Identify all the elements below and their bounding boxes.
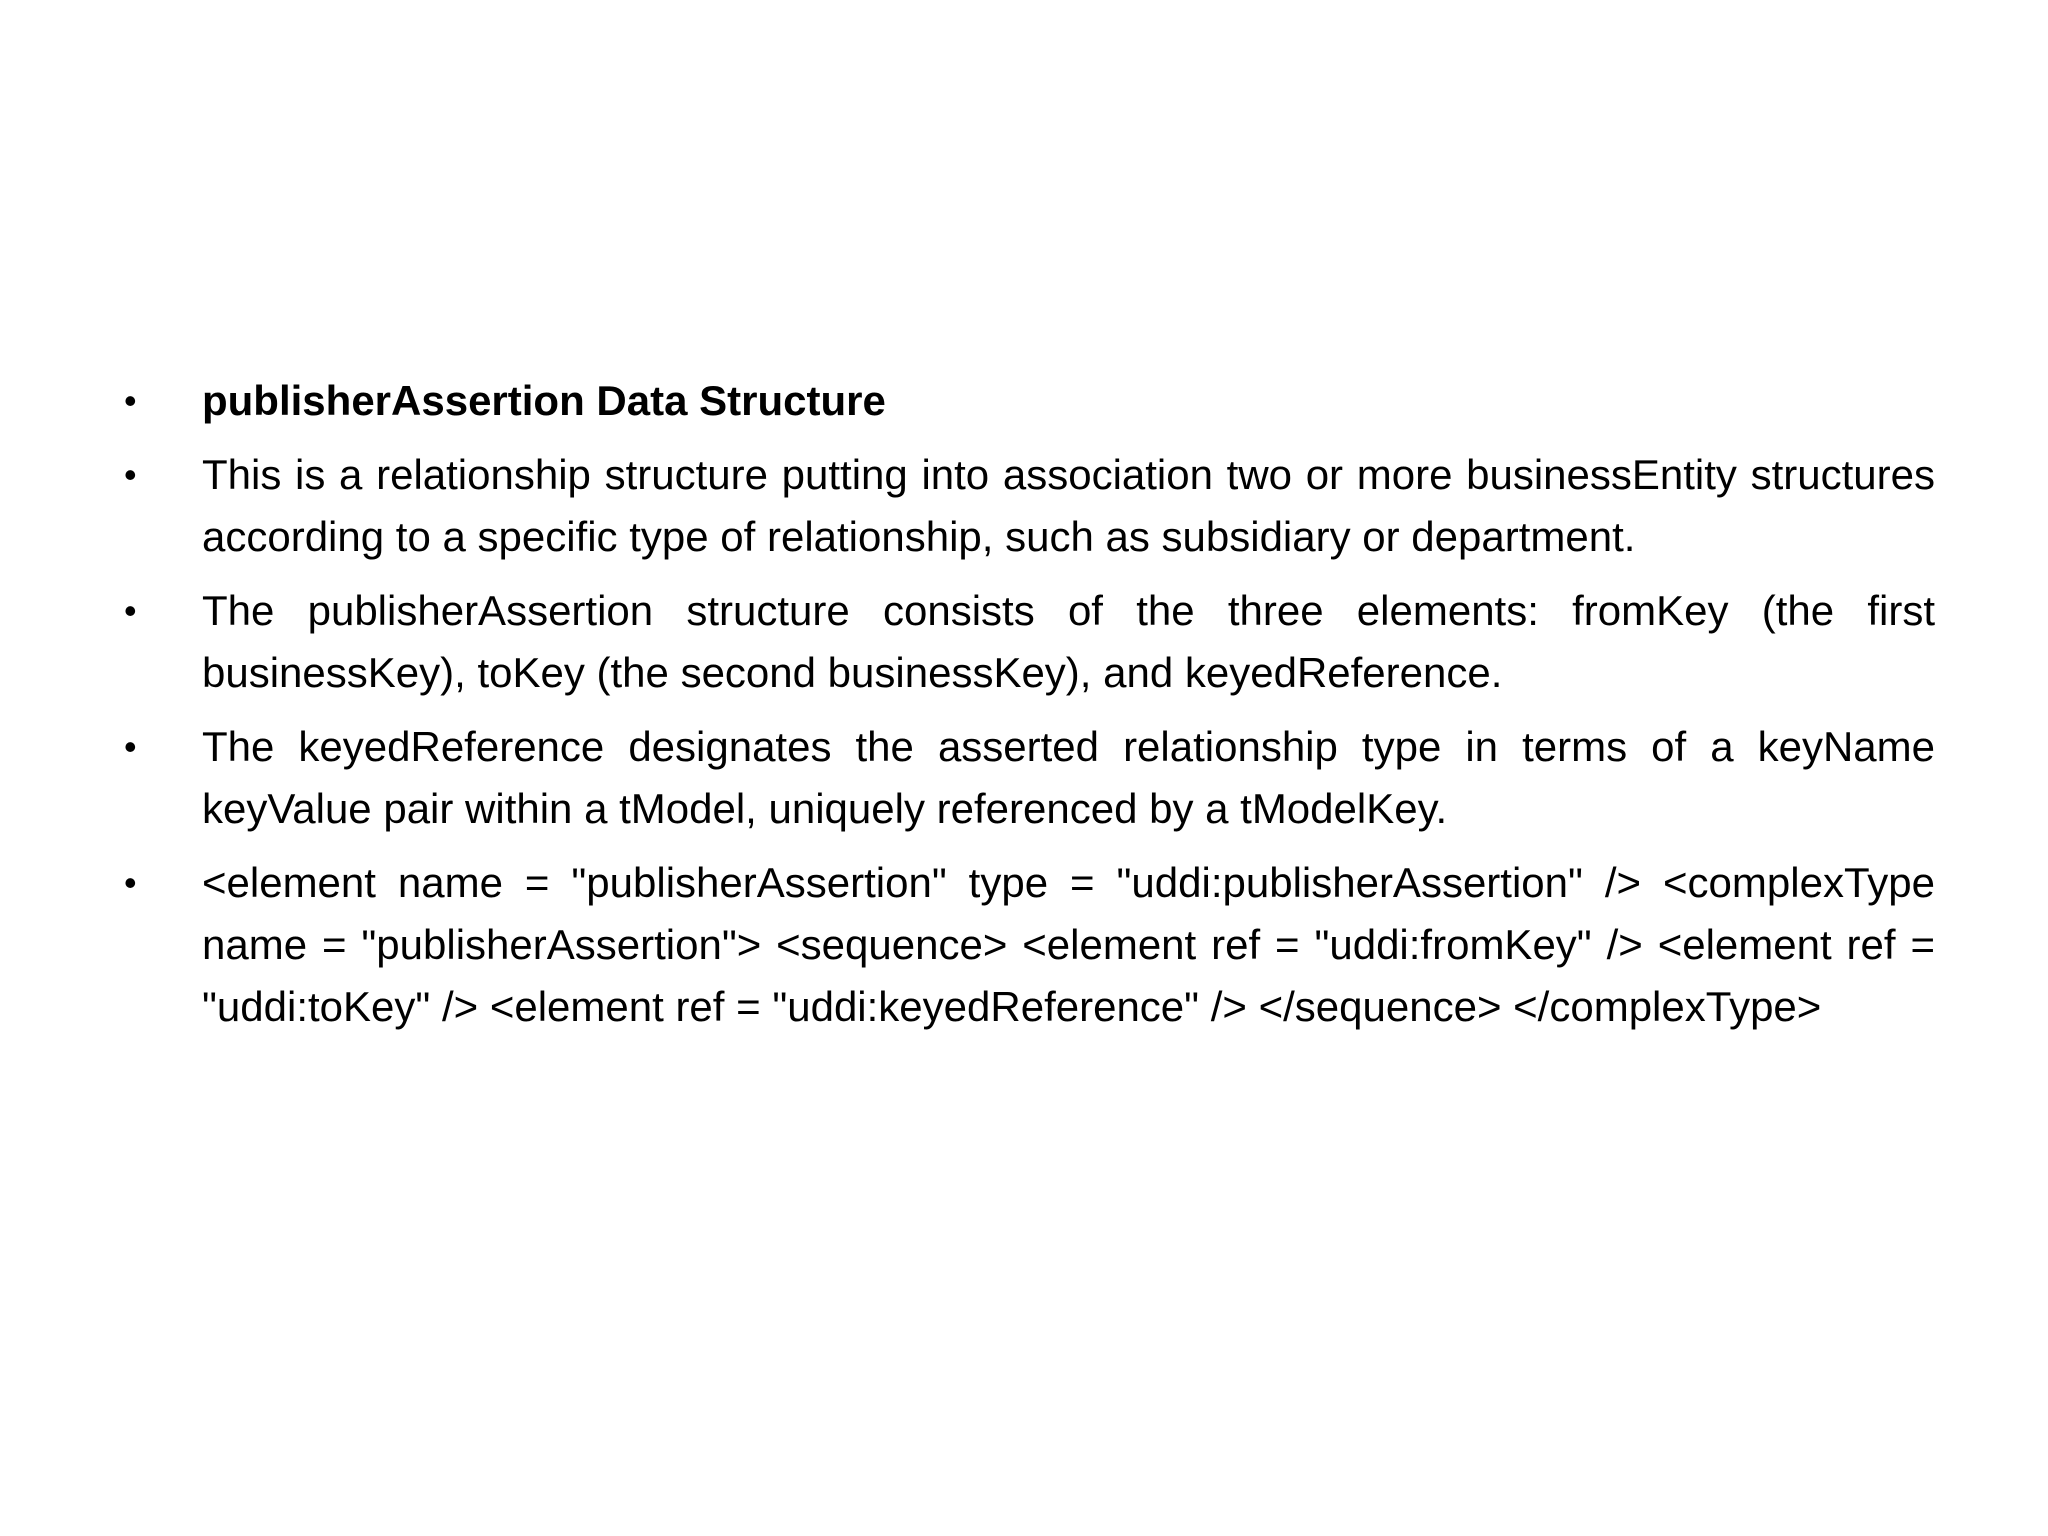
bullet-item-keyed-reference [120,716,1935,840]
bullet-icon: • [124,380,137,421]
bullet-text: The keyedReference designates the asserted relationship type in terms of a keyName keyValue pair within a tModel, uniquely referenced by a tModelKey. [202,723,1935,832]
bullet-item-elements [120,580,1935,704]
bullet-icon: • [124,726,137,767]
bullet-text: This is a relationship structure putting into association two or more businessEntity structures according to a specific type of relationship, such as subsidiary or department. [202,451,1935,560]
bullet-icon: • [124,590,137,631]
bullet-text: The publisherAssertion structure consists of the three elements: fromKey (the first businessKey), toKey (the second businessKey), and keyedReference. [202,587,1935,696]
bullet-icon: • [124,862,137,903]
bullet-list [120,370,1935,1050]
bullet-item-schema [120,852,1935,1038]
bullet-item-title [120,370,1935,432]
bullet-text: publisherAssertion Data Structure [202,377,886,424]
bullet-item-relationship [120,444,1935,568]
bullet-icon: • [124,454,137,495]
bullet-text: <element name = "publisherAssertion" type = "uddi:publisherAssertion" /> <complexType name = "publisherAssertion"> <sequence> <element ref = "uddi:fromKey" /> <element ref = "uddi:toKey" /> <element ref = "uddi:keyedReference" /> </sequence> </complexType> [202,859,1935,1030]
